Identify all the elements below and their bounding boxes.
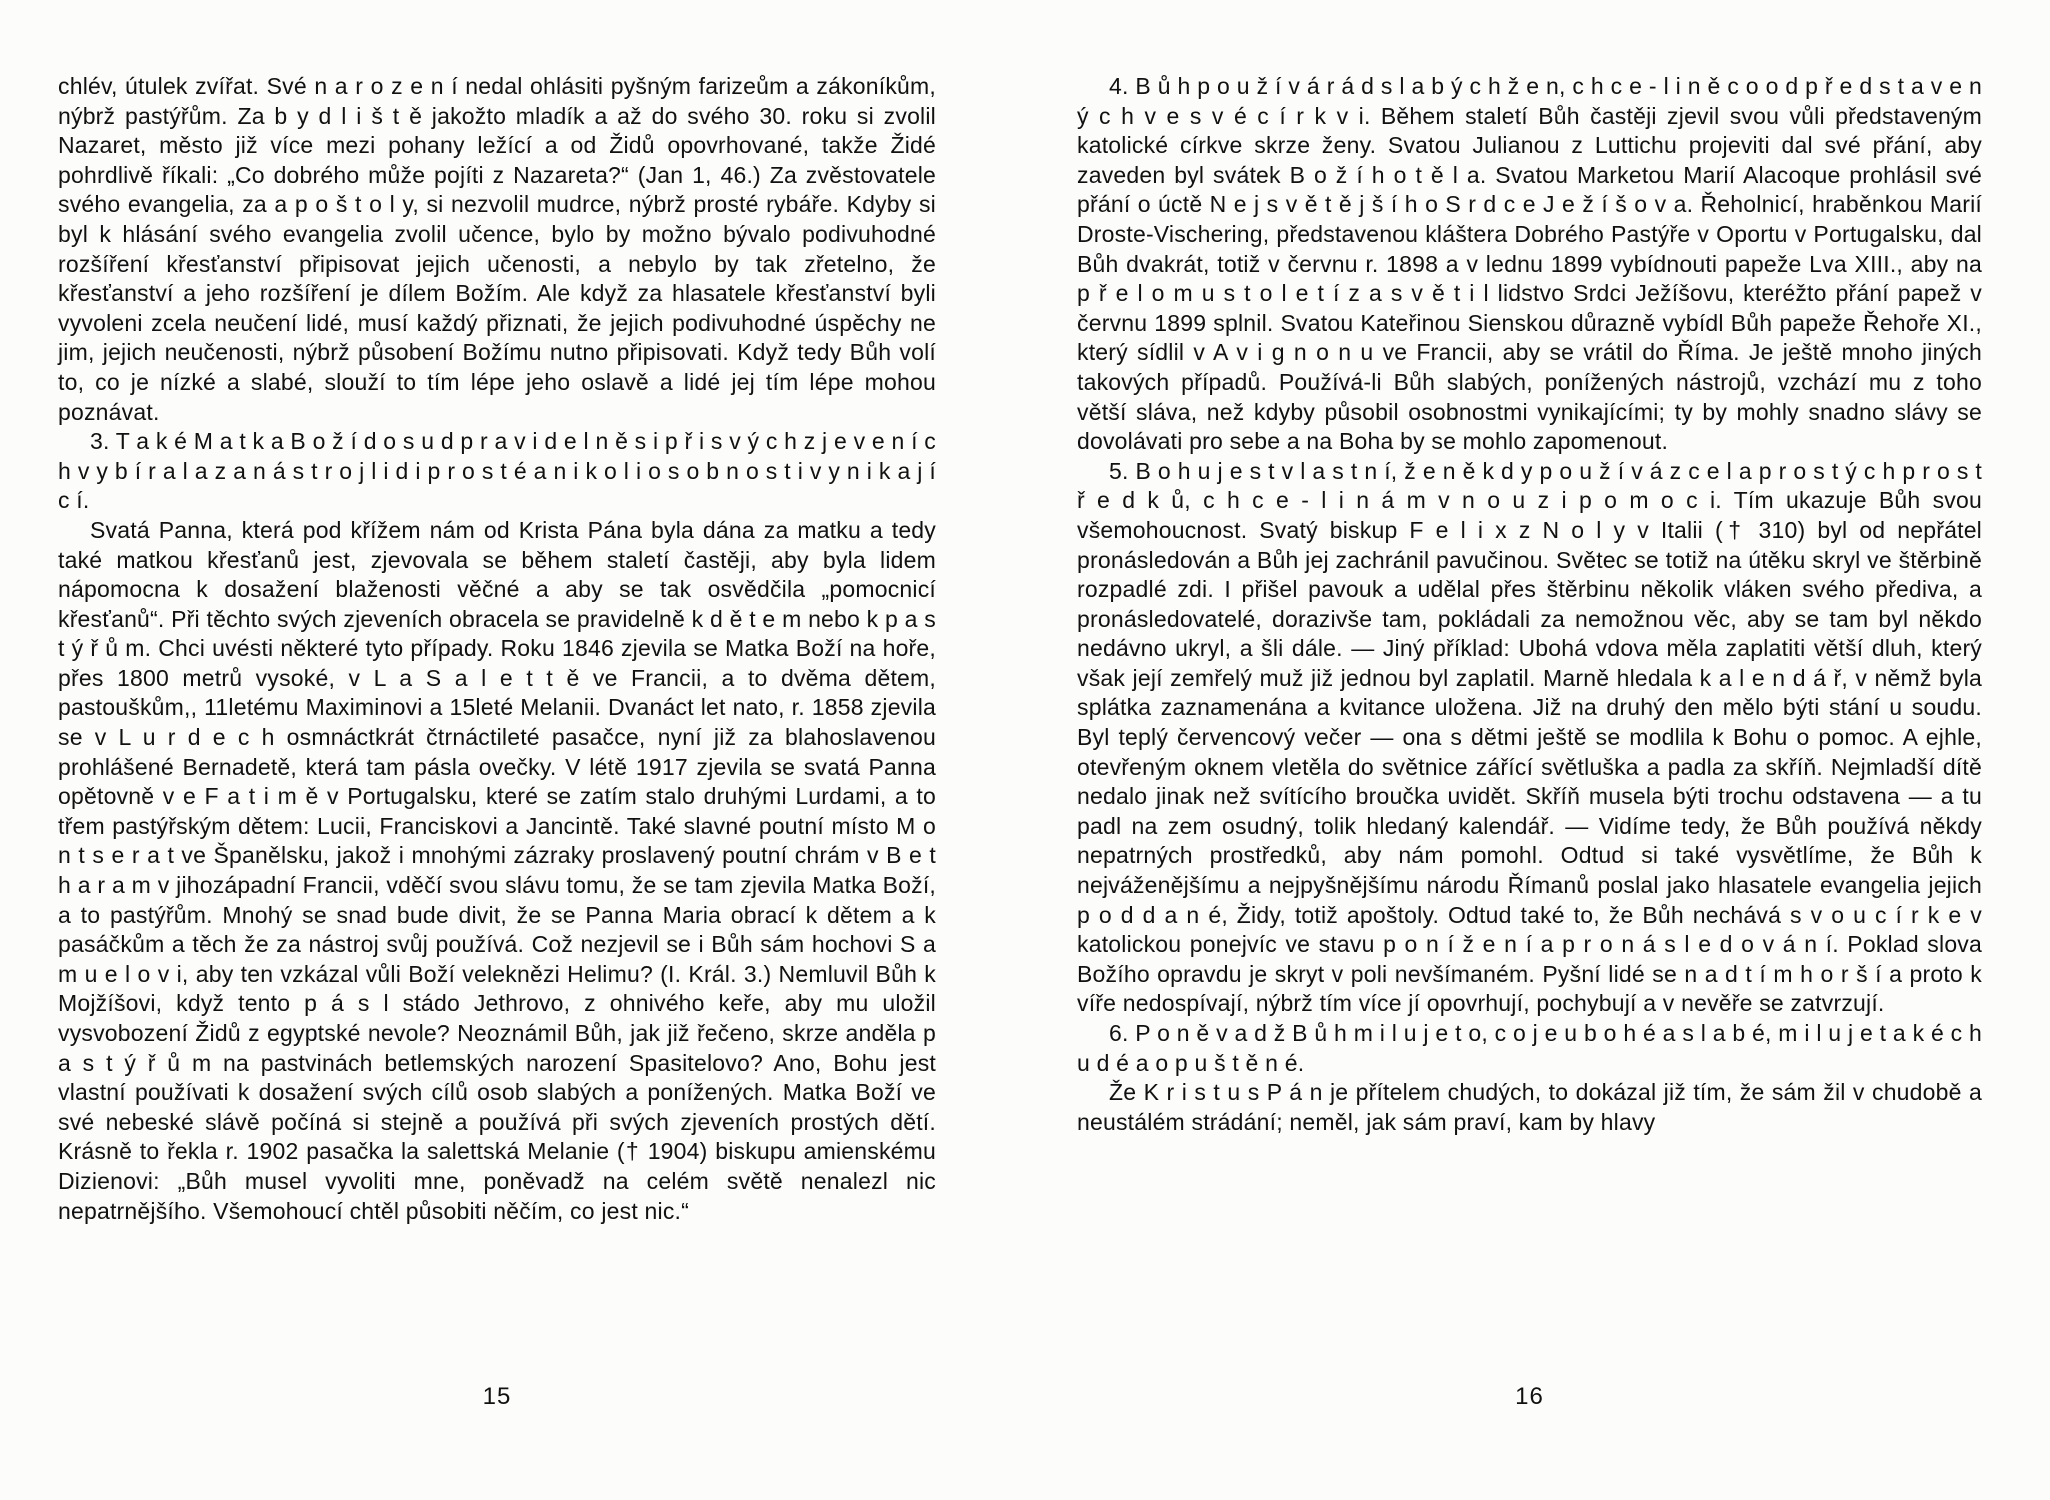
- page-15-text-column: [58, 72, 936, 1226]
- paragraph: 6. P o n ě v a d ž B ů h m i l u j e t o, c o j e u b o h é a s l a b é, m i l u j e t a k é c h u d é a o p u š t ě n é.: [1077, 1020, 1982, 1076]
- paragraph: 5. B o h u j e s t v l a s t n í, ž e n ě k d y p o u ž í v á z c e l a p r o s t ý c h p r o s t ř e d k ů, c h c e - l i n á m v n o u z i p o m o c i. Tím ukazuje Bůh svou všemohoucnost. Svatý biskup F e l i x z N o l y v Italii († 310) byl od nepřátel pronásledován a Bůh jej zachránil pavučinou. Světec se totiž na útěku skryl ve štěrbině rozpadlé zdi. I přišel pavouk a udělal přes štěrbinu několik vláken svého přediva, a pronásledovatelé, dorazivše tam, pokládali za nemožnou věc, aby se tam byl někdo nedávno ukryl, a šli dále. — Jiný příklad: Ubohá vdova měla zaplatiti větší dluh, který však její zemřelý muž již jednou byl zaplatil. Marně hledala k a l e n d á ř, v němž byla splátka zaznamenána a kvitance uložena. Již na druhý den mělo býti stání u soudu. Byl teplý červencový večer — ona s dětmi ještě se modlila k Bohu o pomoc. A ejhle, otevřeným oknem vletěla do světnice zářící světluška a padla za skříň. Nejmladší dítě nedalo jinak než svítícího broučka uvidět. Skříň musela býti trochu odstavena — a tu padl na zem osudný, tolik hledaný kalendář. — Vidíme tedy, že Bůh používá někdy nepatrných prostředků, aby nám pomohl. Odtud si také vysvětlíme, že Bůh k nejváženějšímu a nejpyšnějšímu národu Římanů poslal jako hlasatele evangelia jejich p o d d a n é, Židy, totiž apoštoly. Odtud také to, že Bůh nechává s v o u c í r k e v katolickou ponejvíc ve stavu p o n í ž e n í a p r o n á s l e d o v á n í. Poklad slova Božího opravdu je skryt v poli nevšímaném. Pyšní lidé se n a d t í m h o r š í a proto k víře nedospívají, nýbrž tím více jí opovrhují, pochybují a v nevěře se zatvrzují.: [1077, 457, 1982, 1017]
- page-number-right: 16: [1515, 1383, 1544, 1410]
- paragraph: 4. B ů h p o u ž í v á r á d s l a b ý c h ž e n, c h c e - l i n ě c o o d p ř e d s t a v e n ý c h v e s v é c í r k v i. Během staletí Bůh častěji zjevil svou vůli představeným katolické církve skrze ženy. Svatou Julianou z Luttichu projeviti dal své přání, aby zaveden byl svátek B o ž í h o t ě l a. Svatou Marketou Marií Alacoque prohlásil své přání o úctě N e j s v ě t ě j š í h o S r d c e J e ž í š o v a. Řeholnicí, hraběnkou Marií Droste-Vischering, představenou kláštera Dobrého Pastýře v Oportu v Portugalsku, dal Bůh dvakrát, totiž v červnu r. 1898 a v lednu 1899 vybídnouti papeže Lva XIII., aby na p ř e l o m u s t o l e t í z a s v ě t i l lidstvo Srdci Ježíšovu, kteréžto přání papež v červnu 1899 splnil. Svatou Kateřinou Sienskou důrazně vybídl Bůh papeže Řehoře XI., který sídlil v A v i g n o n u ve Francii, aby se vrátil do Říma. Je ještě mnoho jiných takových případů. Používá-li Bůh slabých, ponížených nástrojů, vzchází mu z toho větší sláva, než kdyby působil osobnostmi vynikajícími; ty by mohly snadno slávy se dovolávati pro sebe a na Boha by se mohlo zapomenout.: [1077, 73, 1982, 455]
- paragraph: 3. T a k é M a t k a B o ž í d o s u d p r a v i d e l n ě s i p ř i s v ý c h z j e v e n í c h v y b í r a l a z a n á s t r o j l i d i p r o s t é a n i k o l i o s o b n o s t i v y n i k a j í c í.: [58, 428, 936, 514]
- page-number-left: 15: [482, 1383, 512, 1410]
- paragraph: Že K r i s t u s P á n je přítelem chudých, to dokázal již tím, že sám žil v chudobě a neustálém strádání; neměl, jak sám praví, kam by hlavy: [1077, 1079, 1982, 1135]
- page-16-text-column: [1077, 72, 1982, 1137]
- paragraph: chlév, útulek zvířat. Své n a r o z e n í nedal ohlásiti pyšným farizeům a zákoníkům, nýbrž pastýřům. Za b y d l i š t ě jakožto mladík a až do svého 30. roku si zvolil Nazaret, město již více mezi pohany ležící a od Židů opovrhované, takže Židé pohrdlivě říkali: „Co dobrého může pojíti z Nazareta?“ (Jan 1, 46.) Za zvěstovatele svého evangelia, za a p o š t o l y, si nezvolil mudrce, nýbrž prosté rybáře. Kdyby si byl k hlásání svého evangelia zvolil učence, bylo by možno bývalo podivuhodné rozšíření křesťanství připisovat jejich učenosti, a nebylo by tak zřetelno, že křesťanství a jeho rozšíření je dílem Božím. Ale když za hlasatele křesťanství byli vyvoleni zcela neučení lidé, musí každý přiznati, že jejich podivuhodné úspěchy ne jim, jejich neučenosti, nýbrž působení Božímu nutno připisovati. Když tedy Bůh volí to, co je nízké a slabé, slouží to tím lépe jeho oslavě a lidé jej tím lépe mohou poznávat.: [58, 73, 936, 425]
- paragraph: Svatá Panna, která pod křížem nám od Krista Pána byla dána za matku a tedy také matkou křesťanů jest, zjevovala se během staletí častěji, aby byla lidem nápomocna k dosažení blaženosti věčné a aby se tak osvědčila „pomocnicí křesťanů“. Při těchto svých zjeveních obracela se pravidelně k d ě t e m nebo k p a s t ý ř ů m. Chci uvésti některé tyto případy. Roku 1846 zjevila se Matka Boží na hoře, přes 1800 metrů vysoké, v L a S a l e t t ě ve Francii, a to dvěma dětem, pastouškům,, 11letému Maximinovi a 15leté Melanii. Dvanáct let nato, r. 1858 zjevila se v L u r d e c h osmnáctkrát čtrnáctileté pasačce, nyní již za blahoslavenou prohlášené Bernadetě, která tam pásla ovečky. V létě 1917 zjevila se svatá Panna opětovně v e F a t i m ě v Portugalsku, které se zatím stalo druhými Lurdami, a to třem pastýřským dětem: Lucii, Franciskovi a Jancintě. Také slavné poutní místo M o n t s e r a t ve Španělsku, jakož i mnohými zázraky proslavený poutní chrám v B e t h a r a m v jihozápadní Francii, vděčí svou slávu tomu, že se tam zjevila Matka Boží, a to pastýřům. Mnohý se snad bude divit, že se Panna Maria obrací k dětem a k pasáčkům a těch že za nástroj svůj používá. Což nezjevil se i Bůh sám hochovi S a m u e l o v i, aby ten vzkázal vůli Boží veleknězi Helimu? (I. Král. 3.) Nemluvil Bůh k Mojžíšovi, když tento p á s l stádo Jethrovo, z ohnivého keře, aby mu uložil vysvobození Židů z egyptské nevole? Neoznámil Bůh, jak již řečeno, skrze anděla p a s t ý ř ů m na pastvinách betlemských narození Spasitelovo? Ano, Bohu jest vlastní používati k dosažení svých cílů osob slabých a ponížených. Matka Boží ve své nebeské slávě počíná si stejně a používá při svých zjeveních prostých dětí. Krásně to řekla r. 1902 pasačka la salettská Melanie († 1904) biskupu amienskému Dizienovi: „Bůh musel vyvoliti mne, poněvadž na celém světě nenalezl nic nepatrnějšího. Všemohoucí chtěl působiti něčím, co jest nic.“: [58, 516, 936, 1224]
- page-16: [1025, 0, 2050, 1500]
